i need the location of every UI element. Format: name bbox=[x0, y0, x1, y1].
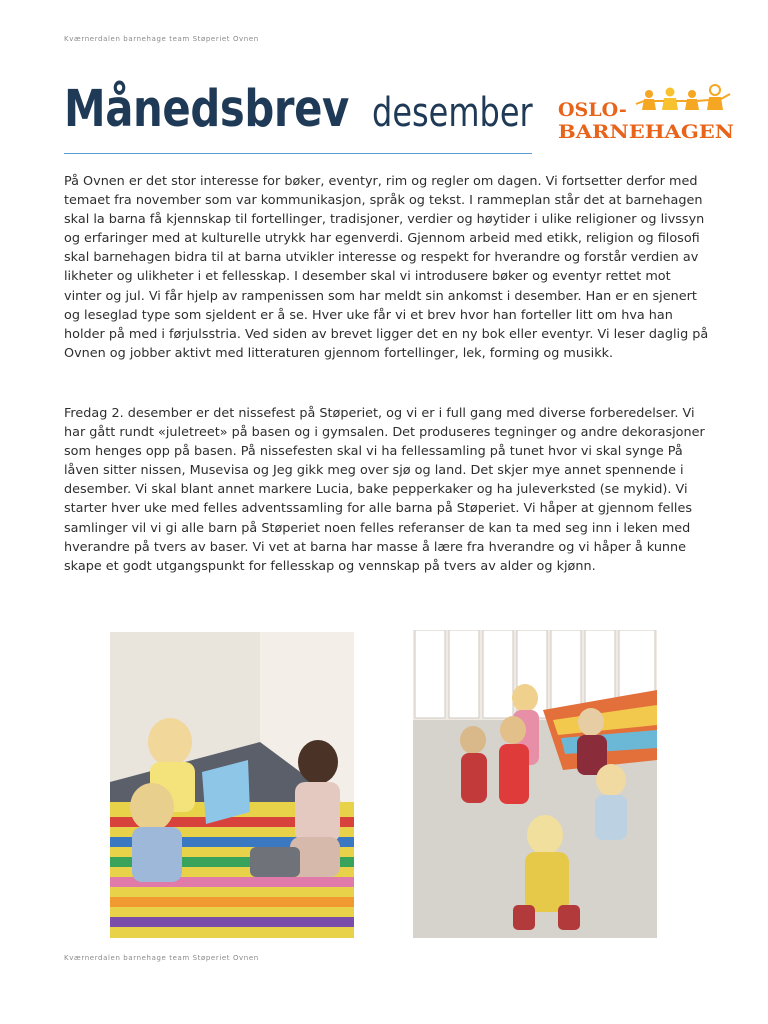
oslo-barnehagen-logo bbox=[540, 82, 740, 152]
photo-children-reading bbox=[110, 632, 354, 938]
body-paragraph-1: På Ovnen er det stor interesse for bøker, eventyr, rim og regler om dagen. Vi fortsetter derfor med temaet fra november som var kommunikasjon, språk og tekst. I rammeplan står det at barnehagen skal la barna få kjennskap til fortellinger, tradisjoner, verdier og høytider i ulike religioner og livssyn og erfaringer med at kulturelle utrykk har egenverdi. Gjennom arbeid med etikk, religion og filosofi skal barnehagen bidra til at barna utvikler interesse og respekt for hverandre og forstår verdien av likheter og ulikheter i et fellesskap. I desember skal vi introdusere bøker og eventyr rettet mot vinter og jul. Vi får hjelp av rampenissen som har meldt sin ankomst i desember. Han er en sjenert og leseglad type som sjeldent er å se. Hver uke får vi et brev hvor han forteller litt om hva han holder på med i førjulsstria. Ved siden av brevet ligger det en ny bok eller eventyr. Vi leser daglig på Ovnen og jobber aktivt med litteraturen gjennom fortellinger, lek, forming og musikk. bbox=[64, 174, 709, 361]
children-figures-icon bbox=[636, 85, 730, 110]
title-divider bbox=[64, 153, 532, 154]
title-main: Månedsbrev bbox=[64, 80, 349, 139]
page-header: Kværnerdalen barnehage team Støperiet Ovnen bbox=[64, 35, 259, 43]
logo-line2: BARNEHAGEN bbox=[558, 121, 734, 143]
page-title bbox=[64, 80, 572, 139]
photo-children-circle bbox=[413, 630, 657, 938]
body-paragraph-2: Fredag 2. desember er det nissefest på Støperiet, og vi er i full gang med diverse forberedelser. Vi har gått rundt «juletreet» på basen og i gymsalen. Det produseres tegninger og andre dekorasjoner som henges opp på basen. På nissefesten skal vi ha fellessamling på tunet hvor vi skal synge På låven sitter nissen, Musevisa og Jeg gikk meg over sjø og land. Det skjer mye annet spennende i desember. Vi skal blant annet markere Lucia, bake pepperkaker og ha juleverksted (se mykid). Vi starter hver uke med felles adventssamling for alle barna på Støperiet. Vi håper at gjennom felles samlinger vil vi gi alle barn på Støperiet noen felles referanser de kan ta med seg inn i leken med hverandre på tvers av baser. Vi vet at barna har masse å lære fra hverandre og vi håper å kunne skape et godt utgangspunkt for fellesskap og vennskap på tvers av alder og kjønn. bbox=[64, 406, 705, 574]
title-sub: desember bbox=[371, 90, 533, 136]
logo-line1: OSLO- bbox=[558, 99, 627, 121]
page-footer: Kværnerdalen barnehage team Støperiet Ovnen bbox=[64, 954, 259, 962]
